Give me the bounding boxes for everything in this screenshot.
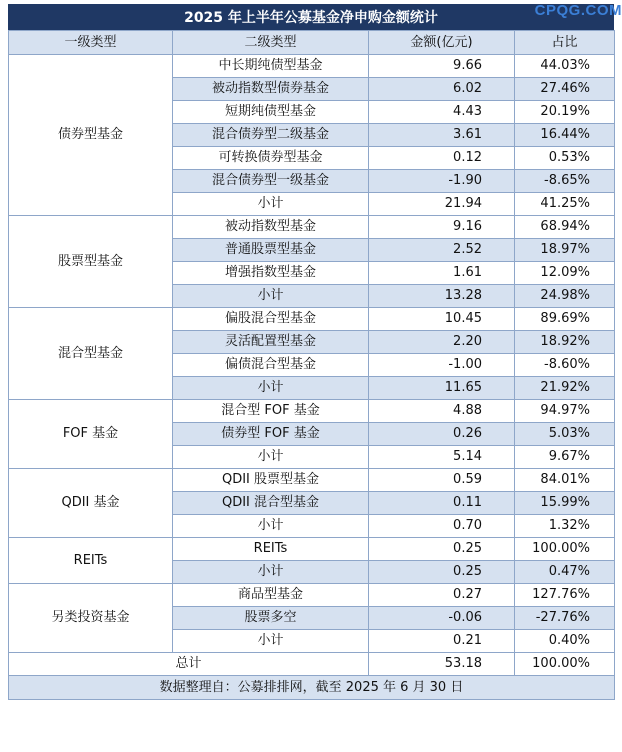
share-cell: 21.92% bbox=[515, 377, 615, 400]
share-cell: 0.40% bbox=[515, 630, 615, 653]
amount-cell: 0.27 bbox=[369, 584, 515, 607]
header-row bbox=[9, 31, 615, 55]
amount-cell: 2.52 bbox=[369, 239, 515, 262]
total-row bbox=[9, 653, 615, 676]
subtype-cell: 普通股票型基金 bbox=[173, 239, 369, 262]
category-cell: REITs bbox=[9, 538, 173, 584]
amount-cell: 0.11 bbox=[369, 492, 515, 515]
header-level1: 一级类型 bbox=[9, 31, 173, 55]
subtype-cell: 可转换债券型基金 bbox=[173, 147, 369, 170]
amount-cell: -0.06 bbox=[369, 607, 515, 630]
subtype-cell: QDII 混合型基金 bbox=[173, 492, 369, 515]
subtype-cell: 偏股混合型基金 bbox=[173, 308, 369, 331]
subtype-cell: 小计 bbox=[173, 630, 369, 653]
table-row bbox=[9, 400, 615, 423]
fund-table-sheet bbox=[8, 4, 614, 700]
subtype-cell: 灵活配置型基金 bbox=[173, 331, 369, 354]
amount-cell: 0.25 bbox=[369, 538, 515, 561]
table-row bbox=[9, 308, 615, 331]
category-cell: QDII 基金 bbox=[9, 469, 173, 538]
amount-cell: 9.66 bbox=[369, 55, 515, 78]
amount-cell: 11.65 bbox=[369, 377, 515, 400]
subtype-cell: 增强指数型基金 bbox=[173, 262, 369, 285]
header-amount: 金额(亿元) bbox=[369, 31, 515, 55]
table-title: 2025 年上半年公募基金净申购金额统计 bbox=[184, 10, 438, 26]
total-label: 总计 bbox=[9, 653, 369, 676]
header-share: 占比 bbox=[515, 31, 615, 55]
share-cell: 41.25% bbox=[515, 193, 615, 216]
subtype-cell: 中长期纯债型基金 bbox=[173, 55, 369, 78]
subtype-cell: 混合债券型二级基金 bbox=[173, 124, 369, 147]
subtype-cell: 小计 bbox=[173, 377, 369, 400]
share-cell: 5.03% bbox=[515, 423, 615, 446]
share-cell: 0.53% bbox=[515, 147, 615, 170]
table-row bbox=[9, 216, 615, 239]
subtype-cell: 商品型基金 bbox=[173, 584, 369, 607]
share-cell: 12.09% bbox=[515, 262, 615, 285]
share-cell: 127.76% bbox=[515, 584, 615, 607]
share-cell: 15.99% bbox=[515, 492, 615, 515]
subtype-cell: REITs bbox=[173, 538, 369, 561]
header-level2: 二级类型 bbox=[173, 31, 369, 55]
share-cell: 89.69% bbox=[515, 308, 615, 331]
total-amount: 53.18 bbox=[369, 653, 515, 676]
table-title-bar bbox=[8, 4, 614, 30]
amount-cell: 4.88 bbox=[369, 400, 515, 423]
subtype-cell: 被动指数型债券基金 bbox=[173, 78, 369, 101]
amount-cell: 21.94 bbox=[369, 193, 515, 216]
share-cell: 24.98% bbox=[515, 285, 615, 308]
amount-cell: -1.90 bbox=[369, 170, 515, 193]
subtype-cell: 混合债券型一级基金 bbox=[173, 170, 369, 193]
category-cell: 债券型基金 bbox=[9, 55, 173, 216]
subtype-cell: 小计 bbox=[173, 285, 369, 308]
amount-cell: 3.61 bbox=[369, 124, 515, 147]
amount-cell: 9.16 bbox=[369, 216, 515, 239]
amount-cell: 0.25 bbox=[369, 561, 515, 584]
amount-cell: 0.21 bbox=[369, 630, 515, 653]
fund-table bbox=[8, 30, 615, 700]
share-cell: -8.60% bbox=[515, 354, 615, 377]
total-share: 100.00% bbox=[515, 653, 615, 676]
category-cell: 股票型基金 bbox=[9, 216, 173, 308]
amount-cell: 6.02 bbox=[369, 78, 515, 101]
amount-cell: 13.28 bbox=[369, 285, 515, 308]
share-cell: 16.44% bbox=[515, 124, 615, 147]
amount-cell: 5.14 bbox=[369, 446, 515, 469]
share-cell: 84.01% bbox=[515, 469, 615, 492]
amount-cell: -1.00 bbox=[369, 354, 515, 377]
category-cell: 混合型基金 bbox=[9, 308, 173, 400]
table-row bbox=[9, 584, 615, 607]
subtype-cell: 债券型 FOF 基金 bbox=[173, 423, 369, 446]
subtype-cell: 偏债混合型基金 bbox=[173, 354, 369, 377]
share-cell: 68.94% bbox=[515, 216, 615, 239]
amount-cell: 0.12 bbox=[369, 147, 515, 170]
share-cell: 20.19% bbox=[515, 101, 615, 124]
share-cell: 0.47% bbox=[515, 561, 615, 584]
subtype-cell: 短期纯债型基金 bbox=[173, 101, 369, 124]
amount-cell: 10.45 bbox=[369, 308, 515, 331]
share-cell: 9.67% bbox=[515, 446, 615, 469]
share-cell: 27.46% bbox=[515, 78, 615, 101]
share-cell: -27.76% bbox=[515, 607, 615, 630]
share-cell: 18.97% bbox=[515, 239, 615, 262]
table-row bbox=[9, 55, 615, 78]
table-row bbox=[9, 538, 615, 561]
amount-cell: 0.70 bbox=[369, 515, 515, 538]
subtype-cell: 小计 bbox=[173, 515, 369, 538]
watermark-logo: CPQG.COM bbox=[534, 2, 622, 19]
category-cell: FOF 基金 bbox=[9, 400, 173, 469]
subtype-cell: 小计 bbox=[173, 193, 369, 216]
subtype-cell: 小计 bbox=[173, 446, 369, 469]
subtype-cell: 小计 bbox=[173, 561, 369, 584]
table-row bbox=[9, 469, 615, 492]
amount-cell: 4.43 bbox=[369, 101, 515, 124]
share-cell: 100.00% bbox=[515, 538, 615, 561]
footer-row bbox=[9, 676, 615, 700]
subtype-cell: 股票多空 bbox=[173, 607, 369, 630]
share-cell: 1.32% bbox=[515, 515, 615, 538]
share-cell: -8.65% bbox=[515, 170, 615, 193]
subtype-cell: 混合型 FOF 基金 bbox=[173, 400, 369, 423]
share-cell: 94.97% bbox=[515, 400, 615, 423]
category-cell: 另类投资基金 bbox=[9, 584, 173, 653]
amount-cell: 2.20 bbox=[369, 331, 515, 354]
amount-cell: 0.59 bbox=[369, 469, 515, 492]
amount-cell: 0.26 bbox=[369, 423, 515, 446]
table-body bbox=[9, 55, 615, 700]
subtype-cell: QDII 股票型基金 bbox=[173, 469, 369, 492]
share-cell: 18.92% bbox=[515, 331, 615, 354]
subtype-cell: 被动指数型基金 bbox=[173, 216, 369, 239]
share-cell: 44.03% bbox=[515, 55, 615, 78]
amount-cell: 1.61 bbox=[369, 262, 515, 285]
source-note: 数据整理自：公募排排网，截至 2025 年 6 月 30 日 bbox=[9, 676, 615, 700]
